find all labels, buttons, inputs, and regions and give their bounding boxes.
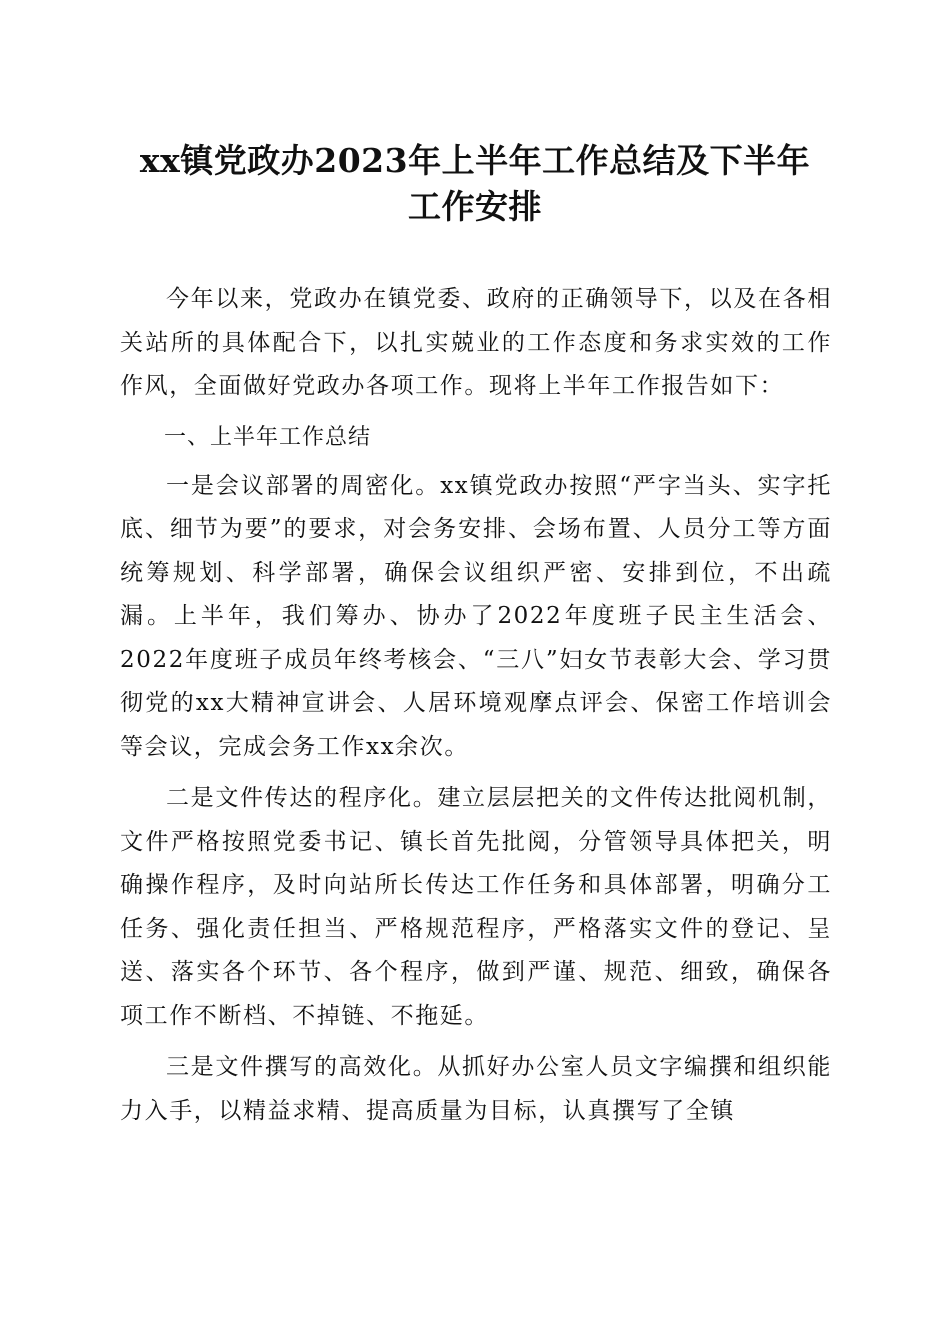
title-line-1: xx镇党政办2023年上半年工作总结及下半年 — [139, 141, 811, 180]
title-line-2: 工作安排 — [408, 187, 542, 226]
paragraph-writing: 三是文件撰写的高效化。从抓好办公室人员文字编撰和组织能力入手，以精益求精、提高质量为目标，认真撰写了全镇 — [120, 1054, 832, 1124]
intro-paragraph: 今年以来，党政办在镇党委、政府的正确领导下，以及在各相关站所的具体配合下，以扎实兢业的工作态度和务求实效的工作作风，全面做好党政办各项工作。现将上半年工作报告如下： — [120, 286, 832, 399]
section-heading: 一、上半年工作总结 — [164, 424, 372, 450]
document-body — [120, 278, 832, 1141]
paragraph-meetings: 一是会议部署的周密化。xx镇党政办按照“严字当头、实字托底、细节为要”的要求，对会务安排、会场布置、人员分工等方面统筹规划、科学部署，确保会议组织严密、安排到位，不出疏漏。上半年，我们筹办、协办了2022年度班子民主生活会、2022年度班子成员年终考核会、“三八”妇女节表彰大会、学习贯彻党的xx大精神宣讲会、人居环境观摩点评会、保密工作培训会等会议，完成会务工作xx余次。 — [120, 472, 832, 760]
paragraph-documents: 二是文件传达的程序化。建立层层把关的文件传达批阅机制，文件严格按照党委书记、镇长首先批阅，分管领导具体把关，明确操作程序，及时向站所长传达工作任务和具体部署，明确分工任务、强化责任担当、严格规范程序，严格落实文件的登记、呈送、落实各个环节、各个程序，做到严谨、规范、细致，确保各项工作不断档、不掉链、不拖延。 — [120, 785, 832, 1029]
document-title — [100, 138, 850, 230]
